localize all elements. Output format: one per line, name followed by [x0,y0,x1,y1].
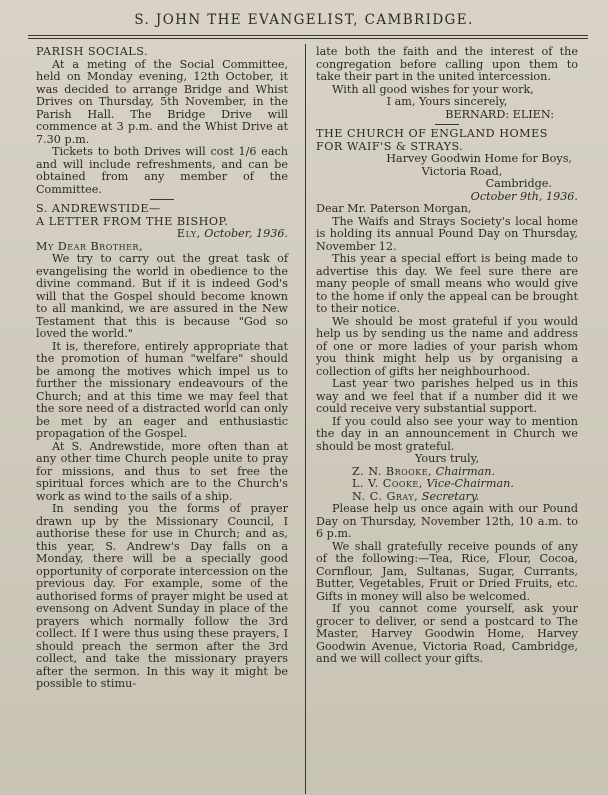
bishop-signature: BERNARD: ELIEN: [445,107,554,121]
bishop-letter-continued: late both the faith and the interest of the congregation before calling upon them to take their part in the united intercession. [316,45,578,83]
signatory-1-role: Chairman. [435,464,496,478]
dateline-date: October, 1936. [204,227,288,240]
bishop-paragraph-3: At S. Andrewstide, more often than at any other time Church people unite to pray for missions, and thus to set free the spiritual forces which are to the Church's work as wind to the sails of a ship. [36,439,288,503]
letter-date: October 9th, 1936. [470,189,578,203]
homes-paragraph-2: This year a special effort is being made to advertise this day. We feel sure there are many people of small means who would give to the home if only the appeal can be brought to their notice. [316,252,578,315]
parish-socials-heading: PARISH SOCIALS. [36,45,149,58]
left-column [36,46,288,691]
socials-paragraph-2: Tickets to both Drives will cost 1/6 each and will include refreshments, and can be obtained from any member of the Committee. [36,145,288,196]
homes-paragraph-4: Last year two parishes helped us in this way and we feel that if a number did it we could receive very substantial support. [316,377,578,415]
bishop-paragraph-2: It is, therefore, entirely appropriate that the promotion of human "welfare" should be among the motives which impel us to further the missionary endeavours of the Church; and at this time we may feel that the sore need of a distracted world can only be met by an eager and enthusiastic propagation of the Gospel. [36,339,288,440]
letter-greeting: Dear Mr. Paterson Morgan, [316,202,472,215]
bishop-letter-heading: A LETTER FROM THE BISHOP. [36,214,229,228]
header-rule-bottom [28,38,588,39]
homes-paragraph-5: If you could also see your way to mention the day in an announcement in Church we should be most grateful. [316,414,578,453]
address-line-1: Harvey Goodwin Home for Boys, [386,152,572,165]
signatory-2-name: L. V. Cooke, [352,477,423,490]
signatory-3-role: Secretary. [421,489,480,503]
column-divider [305,44,306,794]
letter-salutation: My Dear Brother, [36,239,143,253]
waifs-strays-heading: THE CHURCH OF ENGLAND HOMES FOR WAIF'S & STRAYS. [316,127,548,153]
signatory-1-name: Z. N. Brooke, [352,464,433,478]
signatory-2-role: Vice-Chairman. [426,477,514,490]
section-divider [435,124,459,125]
homes-paragraph-3: We should be most grateful if you would help us by sending us the name and address of one or more ladies of your parish whom you think might help us by organising a collection of gifts her neighbourhood. [316,314,578,378]
dateline-place: Ely, [176,227,201,240]
homes-paragraph-8: If you cannot come yourself, ask your grocer to deliver, or send a postcard to The Master, Harvey Goodwin Home, Harvey Goodwin Avenue, Victoria Road, Cambridge, and we will collect your gifts. [316,602,578,665]
homes-paragraph-7: We shall gratefully receive pounds of any of the following:—Tea, Rice, Flour, Cocoa, Cornflour, Jam, Sultanas, Sugar, Currants, Butter, Vegetables, Fruit or Dried Fruits, etc. Gifts in money will also be welcomed. [316,539,578,603]
homes-paragraph-6: Please help us once again with our Pound Day on Thursday, November 12th, 10 a.m. to 6 p.m. [316,502,578,540]
address-line-3: Cambridge. [485,177,552,190]
bishop-paragraph-1: We try to carry out the great task of evangelising the world in obedience to the divine command. But if it is indeed God's will that the Gospel should become known to all mankind, we are assured in the New Testament that this is because "God so loved the world." [36,252,288,340]
closing-yours-truly: Yours truly, [414,452,479,465]
closing-yours: I am, Yours sincerely, [386,95,508,108]
andrewstide-heading: S. ANDREWSTIDE— [36,202,161,215]
address-line-2: Victoria Road, [421,164,503,178]
section-divider [150,199,174,200]
letter-dateline [36,228,288,241]
socials-paragraph-1: At a meting of the Social Committee, held on Monday evening, 12th October, it was decided to arrange Bridge and Whist Drives on Thursday, 5th November, in the Parish Hall. The Bridge Drive will commence at 3 p.m. and the Whist Drive at 7.30 p.m. [36,57,288,146]
right-column [316,46,578,666]
bishop-paragraph-4: In sending you the forms of prayer drawn up by the Missionary Council, I authorise these for use in Church; and as, this year, S. Andrew's Day falls on a Monday, there will be a specially good opportunity of corporate intercession on the previous day. For example, some of the authorised forms of prayer might be used at evensong on Advent Sunday in place of the prayers which normally follow the 3rd collect. If I were thus using these prayers, I should preach the sermon after the 3rd collect, and take the missionary prayers after the sermon. In this way it might be possible to stimu- [36,502,288,690]
closing-wishes: With all good wishes for your work, [332,82,534,96]
header-rule-top [28,35,588,36]
homes-paragraph-1: The Waifs and Strays Society's local home is holding its annual Pound Day on Thursday, November 12. [316,214,578,253]
page-header: S. JOHN THE EVANGELIST, CAMBRIDGE. [134,12,474,28]
signatory-3-name: N. C. Gray, [352,489,419,503]
